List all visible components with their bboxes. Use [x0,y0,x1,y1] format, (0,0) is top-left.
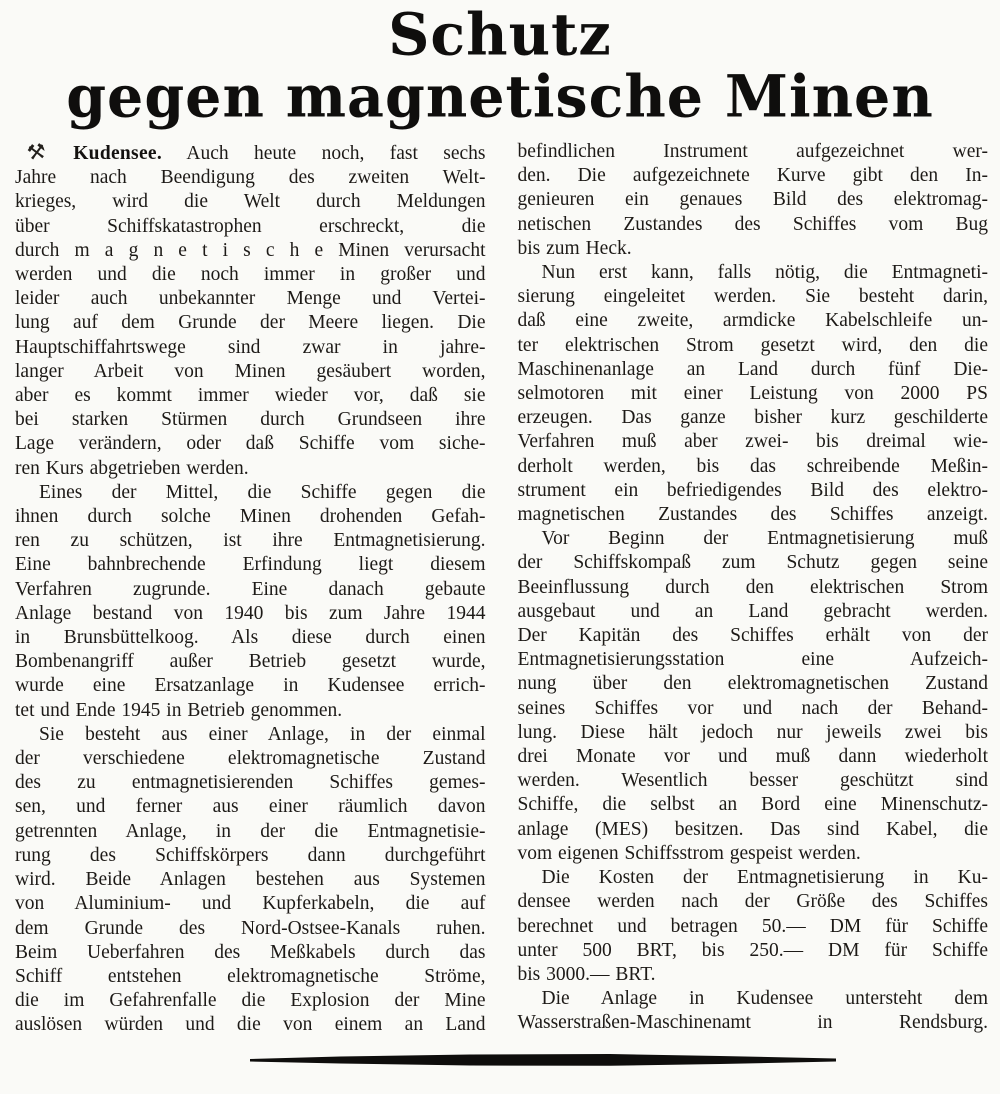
text-line: dem Grunde des Nord-Ostsee-Kanals ruhen. [15,917,486,939]
text-line: seines Schiffes vor und nach der Behand- [517,697,988,719]
paragraph [518,527,989,866]
text-line: Verfahren zugrunde. Eine danach gebaute [15,578,486,600]
paragraph [15,481,486,723]
text-line: rung des Schiffskörpers dann durchgeführt [15,844,486,866]
end-rule-shape [250,1053,836,1067]
text-line: anlage (MES) besitzen. Das sind Kabel, die [517,818,988,840]
article-body [0,128,1000,1038]
text-line: strument ein befriedigendes Bild des elektro- [517,479,988,501]
text-line: Eines der Mittel, die Schiffe gegen die [39,481,486,503]
text-line: sierung eingeleitet werden. Sie besteht darin, [517,286,988,308]
title-line-2: gegen magnetische Minen [66,62,934,131]
text-line: Der Kapitän des Schiffes erhält von der [517,625,988,647]
text-line: getrennten Anlage, in der die Entmagnetisie- [15,820,486,842]
title-line-1: Schutz [388,0,612,69]
paragraph [518,866,989,987]
text-line: der Schiffskompaß zum Schutz gegen seine [517,552,988,574]
text-line: Hauptschiffahrtswege sind zwar in jahre- [15,336,486,358]
text-line: drei Monate vor und muß dann wiederholt [517,746,988,768]
text-line: langer Arbeit von Minen gesäubert worden, [15,360,486,382]
text-line: Verfahren muß aber zwei- bis dreimal wie- [517,431,988,453]
text-line: von Aluminium- und Kupferkabeln, die auf [15,893,486,915]
dateline-ornament-icon: ⚒ [25,138,48,166]
text-line: werden und die noch immer in großer und [15,264,486,286]
end-rule-divider [250,1053,836,1067]
text-line: Beim Ueberfahren des Meßkabels durch das [15,941,486,963]
text-line: ren Kurs abgetrieben werden. [15,457,249,479]
text-line: daß eine zweite, armdicke Kabelschleife un- [517,310,988,332]
text-line: lung auf dem Grunde der Meere liegen. Die [15,312,486,334]
text-line: ⚒ Kudensee. Auch heute noch, fast sechs [25,138,486,166]
text-line: netischen Zustandes des Schiffes vom Bug [517,213,988,235]
text-line: Nun erst kann, falls nötig, die Entmagneti- [541,262,988,284]
text-line: derholt werden, bis das schreibende Meßin- [517,455,988,477]
text-line: die im Gefahrenfalle die Explosion der Mine [15,990,486,1012]
text-line: unter 500 BRT, bis 250.— DM für Schiffe [517,939,988,961]
text-line: auslösen würden und die von einem an Land [15,1014,486,1036]
text-line: über Schiffskatastrophen erschreckt, die [15,215,486,237]
text-line: Sie besteht aus einer Anlage, in der einmal [39,723,486,745]
text-line: Jahre nach Beendigung des zweiten Welt- [15,167,486,189]
paragraph [15,723,486,1038]
text-line: Die Kosten der Entmagnetisierung in Ku- [541,867,988,889]
text-line: ausgebaut und an Land gebracht werden. [517,600,988,622]
text-line: Beeinflussung durch den elektrischen Strom [517,576,988,598]
text-line: bis zum Heck. [517,237,632,259]
text-line: ren zu schützen, ist ihre Entmagnetisierung. [15,530,486,552]
text-line: des zu entmagnetisierenden Schiffes gemes- [15,772,486,794]
paragraph [15,140,486,481]
text-line: bei starken Stürmen durch Grundseen ihre [15,409,486,431]
text-line: ihnen durch solche Minen drohenden Gefah- [15,506,486,528]
text-line: magnetischen Zustandes des Schiffes anzeigt. [517,504,988,526]
text-line: Die Anlage in Kudensee untersteht dem [541,988,988,1010]
text-line: nung über den elektromagnetischen Zustand [517,673,988,695]
text-line: werden. Wesentlich besser geschützt sind [517,770,988,792]
text-line: leider auch unbekannter Menge und Vertei- [15,288,486,310]
text-line: in Brunsbüttelkoog. Als diese durch einen [15,627,486,649]
text-line: Schiff entstehen elektromagnetische Ströme, [15,965,486,987]
text-line: Maschinenanlage an Land durch fünf Die- [517,358,988,380]
text-line: genieuren ein genaues Bild des elektromag- [517,189,988,211]
text-line: Bombenangriff außer Betrieb gesetzt wurde, [15,651,486,673]
text-line: krieges, wird die Welt durch Meldungen [15,191,486,213]
paragraph [518,261,989,527]
text-line: Schiffe, die selbst an Bord eine Minenschutz- [517,794,988,816]
text-line: berechnet und betragen 50.— DM für Schiffe [517,915,988,937]
text-line: bis 3000.— BRT. [517,963,656,985]
article-title [0,0,1000,131]
text-line: selmotoren mit einer Leistung von 2000 PS [517,383,988,405]
text-line: sen, und ferner aus einer räumlich davon [15,796,486,818]
text-line: befindlichen Instrument aufgezeichnet wer- [517,141,988,162]
text-line: erzeugen. Das ganze bisher kurz geschilderte [517,407,988,429]
text-line: durch m a g n e t i s c h e Minen verursacht [15,239,486,261]
dateline-location: Kudensee. [73,143,163,164]
text-line: ter elektrischen Strom gesetzt wird, den die [517,334,988,356]
column-left [15,140,486,1038]
paragraph [518,140,989,261]
text-line: Wasserstraßen-Maschinenamt in Rendsburg. [517,1012,988,1034]
text-line: Anlage bestand von 1940 bis zum Jahre 1944 [15,602,486,624]
text-line: Lage verändern, oder daß Schiffe vom siche- [15,433,486,455]
text-line: wird. Beide Anlagen bestehen aus Systemen [15,869,486,891]
paragraph [518,987,989,1035]
text-line: lung. Diese hält jedoch nur jeweils zwei bis [517,721,988,743]
text-line: tet und Ende 1945 in Betrieb genommen. [15,699,343,721]
column-right [518,140,989,1038]
text-line: wurde eine Ersatzanlage in Kudensee errich- [15,675,486,697]
text-line: densee werden nach der Größe des Schiffes [517,891,988,913]
text-line: Entmagnetisierungsstation eine Aufzeich- [517,649,988,671]
text-line: vom eigenen Schiffsstrom gespeist werden. [517,842,861,864]
text-line: Eine bahnbrechende Erfindung liegt diesem [15,554,486,576]
text-line: der verschiedene elektromagnetische Zustand [15,748,486,770]
text-line: den. Die aufgezeichnete Kurve gibt den In- [517,165,988,187]
text-line: aber es kommt immer wieder vor, daß sie [15,385,486,407]
text-line: Vor Beginn der Entmagnetisierung muß [541,528,988,550]
